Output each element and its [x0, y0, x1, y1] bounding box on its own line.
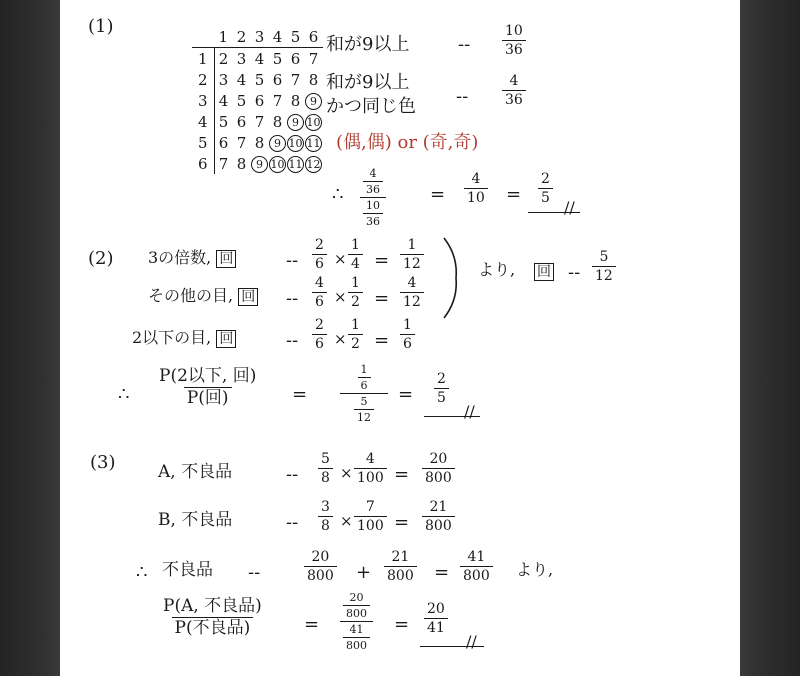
table-cell: 5	[272, 49, 283, 68]
table-cell	[287, 153, 305, 174]
denominator: 12	[400, 254, 424, 271]
p2-probability-fraction	[156, 368, 259, 407]
denominator: 800	[304, 566, 337, 583]
numerator: 1	[351, 237, 360, 253]
table-cell: 8	[290, 91, 301, 110]
numerator: 7	[365, 499, 375, 515]
p2-row2-times: ×	[334, 288, 347, 306]
table-cell: 6	[218, 133, 229, 152]
numerator: 5	[360, 395, 368, 408]
denominator: 6	[358, 377, 371, 391]
p3-equals-2: =	[394, 614, 410, 635]
denominator: 800	[343, 605, 370, 619]
p2-row3-text	[132, 330, 236, 348]
table-cell: 7	[254, 112, 265, 131]
p2-sum-box: 回	[534, 263, 554, 281]
numerator: 20	[311, 549, 330, 565]
numerator: 4	[315, 275, 324, 291]
table-row	[192, 90, 323, 111]
circled-sum: 10	[270, 158, 285, 171]
column-header: 1	[214, 26, 233, 48]
table-cell: 8	[272, 112, 283, 131]
numerator: 41	[349, 623, 364, 636]
p3-rowA-equals: =	[394, 464, 410, 485]
denominator: 5	[538, 188, 553, 205]
circled-sum: 9	[269, 135, 286, 152]
table-cell: 6	[290, 49, 301, 68]
p3-sum-fraction-a	[304, 550, 337, 583]
denominator: P(回)	[184, 387, 232, 407]
denominator: 36	[502, 40, 526, 57]
p2-equals-1: =	[292, 384, 308, 405]
denominator: 36	[363, 213, 383, 227]
p3-rowA-times: ×	[340, 464, 353, 482]
table-cell	[287, 132, 305, 153]
p2-answer-fraction	[434, 372, 449, 405]
denominator: 800	[422, 516, 455, 533]
column-header: 5	[287, 26, 305, 48]
p2-row1-fraction-c	[400, 238, 424, 271]
p3-rowB-fraction-c	[422, 500, 455, 533]
numerator: 21	[391, 549, 410, 565]
compound-denominator	[340, 393, 388, 423]
table-row	[192, 48, 323, 70]
p3-sum-dots: --	[248, 562, 261, 583]
table-row	[192, 132, 323, 153]
p2-row1-fraction-b	[348, 238, 363, 271]
denominator: 12	[354, 409, 374, 423]
p2-row3-label: 2以下の目,	[132, 328, 212, 347]
numerator: P(2以下, 回)	[159, 366, 257, 386]
p2-row2-equals: =	[374, 288, 390, 309]
p2-row3-dots: --	[286, 330, 299, 351]
viewer-margin-right	[740, 0, 800, 676]
p2-row3-box: 回	[216, 330, 236, 348]
p2-end-mark: //	[464, 402, 475, 421]
denominator: 800	[343, 637, 370, 651]
p3-rowA-fraction-a	[318, 452, 333, 485]
circled-sum: 10	[288, 137, 303, 150]
p3-rowB-times: ×	[340, 512, 353, 530]
numerator: 4	[365, 451, 375, 467]
p3-rowA-fraction-c	[422, 452, 455, 485]
table-cell: 8	[308, 70, 319, 89]
numerator: 1	[403, 317, 412, 333]
numerator: 1	[407, 237, 417, 253]
numerator: 21	[429, 499, 448, 515]
row-header: 1	[192, 48, 214, 70]
inner-fraction-top	[343, 592, 370, 619]
dice-sum-table	[192, 26, 323, 174]
circled-sum: 10	[306, 116, 321, 129]
table-cell: 5	[218, 112, 229, 131]
numerator: 3	[321, 499, 330, 515]
numerator: 20	[349, 591, 364, 604]
p2-row2-box: 回	[238, 288, 258, 306]
column-header: 4	[269, 26, 287, 48]
p1-line2-text: 和が9以上	[326, 72, 410, 93]
denominator: 36	[502, 90, 526, 107]
table-cell	[305, 111, 323, 132]
p2-row2-text	[148, 288, 258, 306]
p2-row1-times: ×	[334, 250, 347, 268]
numerator: 4	[509, 73, 519, 89]
p1-therefore: ∴	[332, 184, 344, 205]
p3-probability-fraction	[160, 598, 265, 637]
p1-line1-text: 和が9以上	[326, 34, 410, 55]
numerator: P(A, 不良品)	[163, 596, 262, 616]
denominator: 6	[312, 254, 327, 271]
column-header: 2	[233, 26, 251, 48]
p2-row3-fraction-c	[400, 318, 415, 351]
row-header: 2	[192, 69, 214, 90]
denominator: 10	[464, 188, 488, 205]
table-corner	[192, 26, 214, 48]
p3-sum-plus: +	[356, 562, 372, 583]
table-cell: 6	[254, 91, 265, 110]
p3-yori: より,	[516, 560, 554, 579]
problem-1-label: (1)	[88, 16, 114, 37]
denominator: 8	[318, 468, 333, 485]
denominator: 41	[424, 618, 448, 635]
compound-denominator	[360, 197, 386, 227]
denominator: 36	[363, 181, 383, 195]
table-cell: 7	[308, 49, 319, 68]
denominator: 5	[434, 388, 449, 405]
compound-numerator	[340, 592, 373, 621]
table-cell: 7	[272, 91, 283, 110]
table-cell: 7	[218, 154, 229, 173]
compound-numerator	[355, 364, 374, 393]
p3-sum-therefore: ∴	[136, 562, 148, 583]
p3-sum-text: 不良品	[162, 560, 213, 580]
column-header: 3	[251, 26, 269, 48]
p1-red-note: (偶,偶) or (奇,奇)	[336, 132, 479, 153]
p1-equals-1: =	[430, 184, 446, 205]
inner-fraction-bottom	[343, 624, 370, 651]
numerator: 1	[351, 317, 360, 333]
denominator: 800	[384, 566, 417, 583]
p2-yori: より,	[478, 260, 516, 279]
p3-compound-fraction	[340, 592, 373, 651]
table-cell: 6	[272, 70, 283, 89]
circled-sum: 9	[287, 114, 304, 131]
numerator: 4	[407, 275, 417, 291]
circled-sum: 9	[305, 93, 322, 110]
p3-equals-1: =	[304, 614, 320, 635]
p1-equals-2: =	[506, 184, 522, 205]
column-header: 6	[305, 26, 323, 48]
row-header: 6	[192, 153, 214, 174]
denominator: 800	[460, 566, 493, 583]
circled-sum: 11	[288, 158, 303, 171]
p1-line1-dots: --	[458, 34, 471, 55]
row-header: 3	[192, 90, 214, 111]
table-row	[192, 111, 323, 132]
p3-rowA-text: A, 不良品	[158, 462, 233, 482]
row-header: 4	[192, 111, 214, 132]
p2-therefore: ∴	[118, 384, 130, 405]
numerator: 10	[505, 23, 523, 39]
problem-3-label: (3)	[90, 452, 116, 473]
p2-compound-fraction	[340, 364, 388, 423]
circled-sum: 9	[251, 156, 268, 173]
p1-fraction-c	[464, 172, 488, 205]
p2-row1-text	[148, 250, 236, 268]
p1-line3-text: かつ同じ色	[326, 96, 416, 117]
p1-compound-fraction	[360, 168, 386, 227]
table-cell	[269, 132, 287, 153]
denominator: 2	[348, 292, 363, 309]
numerator: 1	[360, 363, 368, 376]
denominator: P(不良品)	[172, 617, 254, 637]
p2-row2-label: その他の目,	[148, 286, 234, 305]
p2-row3-equals: =	[374, 330, 390, 351]
compound-denominator	[340, 621, 373, 651]
p2-row1-label: 3の倍数,	[148, 248, 212, 267]
p2-row2-fraction-c	[400, 276, 424, 309]
p1-line2-dots: --	[456, 86, 469, 107]
numerator: 4	[369, 167, 377, 180]
p3-sum-fraction-b	[384, 550, 417, 583]
table-cell	[251, 153, 269, 174]
p3-rowA-fraction-b	[354, 452, 387, 485]
compound-numerator	[360, 168, 386, 197]
table-cell	[305, 132, 323, 153]
table-cell: 4	[236, 70, 247, 89]
viewer-margin-left	[0, 0, 60, 676]
p2-row1-box: 回	[216, 250, 236, 268]
table-cell: 2	[218, 49, 229, 68]
table-cell: 6	[236, 112, 247, 131]
p3-rowB-text: B, 不良品	[158, 510, 233, 530]
table-cell: 8	[236, 154, 247, 173]
p2-row3-fraction-a	[312, 318, 327, 351]
p1-line1-fraction	[502, 24, 526, 57]
numerator: 2	[315, 237, 324, 253]
numerator: 4	[471, 171, 481, 187]
numerator: 2	[437, 371, 446, 387]
row-header: 5	[192, 132, 214, 153]
p3-sum-equals: =	[434, 562, 450, 583]
table-row	[192, 69, 323, 90]
table-cell	[269, 153, 287, 174]
table-cell: 8	[254, 133, 265, 152]
p2-row3-times: ×	[334, 330, 347, 348]
table-cell: 5	[254, 70, 265, 89]
inner-fraction-top	[358, 364, 371, 391]
p2-row2-fraction-b	[348, 276, 363, 309]
p1-line2-fraction	[502, 74, 526, 107]
numerator: 20	[429, 451, 448, 467]
inner-fraction-top	[363, 168, 383, 195]
p1-end-mark: //	[564, 198, 575, 217]
denominator: 12	[400, 292, 424, 309]
denominator: 800	[422, 468, 455, 485]
inner-fraction-bottom	[363, 200, 383, 227]
table-cell: 3	[218, 70, 229, 89]
p2-row2-fraction-a	[312, 276, 327, 309]
denominator: 12	[592, 266, 616, 283]
p2-row2-dots: --	[286, 288, 299, 309]
p3-end-mark: //	[466, 632, 477, 651]
numerator: 5	[599, 249, 609, 265]
table-cell: 3	[236, 49, 247, 68]
denominator: 100	[354, 468, 387, 485]
circled-sum: 11	[306, 137, 321, 150]
numerator: 10	[366, 199, 380, 212]
numerator: 2	[541, 171, 550, 187]
p2-sum-dots: --	[568, 262, 581, 283]
inner-fraction-bottom	[354, 396, 374, 423]
numerator: 1	[351, 275, 360, 291]
numerator: 20	[427, 601, 445, 617]
table-cell	[287, 111, 305, 132]
table-cell: 4	[218, 91, 229, 110]
table-cell	[305, 153, 323, 174]
handwritten-page	[60, 0, 740, 676]
denominator: 100	[354, 516, 387, 533]
p3-answer-fraction	[424, 602, 448, 635]
table-cell	[305, 90, 323, 111]
denominator: 6	[400, 334, 415, 351]
table-cell: 7	[290, 70, 301, 89]
p3-rowB-fraction-a	[318, 500, 333, 533]
numerator: 5	[321, 451, 330, 467]
numerator: 41	[467, 549, 486, 565]
table-row	[192, 153, 323, 174]
p2-row3-fraction-b	[348, 318, 363, 351]
table-cell: 5	[236, 91, 247, 110]
table-cell: 7	[236, 133, 247, 152]
p3-rowB-dots: --	[286, 512, 299, 533]
p2-sum-fraction	[592, 250, 616, 283]
p1-answer-fraction	[538, 172, 553, 205]
denominator: 8	[318, 516, 333, 533]
problem-2-label: (2)	[88, 248, 114, 269]
table-cell: 4	[254, 49, 265, 68]
denominator: 6	[312, 292, 327, 309]
denominator: 4	[348, 254, 363, 271]
p2-sum-box-wrap	[534, 262, 554, 281]
numerator: 2	[315, 317, 324, 333]
p3-rowB-fraction-b	[354, 500, 387, 533]
p2-row1-dots: --	[286, 250, 299, 271]
denominator: 2	[348, 334, 363, 351]
p3-rowA-dots: --	[286, 464, 299, 485]
p2-row1-fraction-a	[312, 238, 327, 271]
p3-rowB-equals: =	[394, 512, 410, 533]
circled-sum: 12	[306, 158, 321, 171]
p2-row1-equals: =	[374, 250, 390, 271]
p2-equals-2: =	[398, 384, 414, 405]
p3-sum-fraction-c	[460, 550, 493, 583]
p2-right-brace	[440, 236, 464, 320]
denominator: 6	[312, 334, 327, 351]
